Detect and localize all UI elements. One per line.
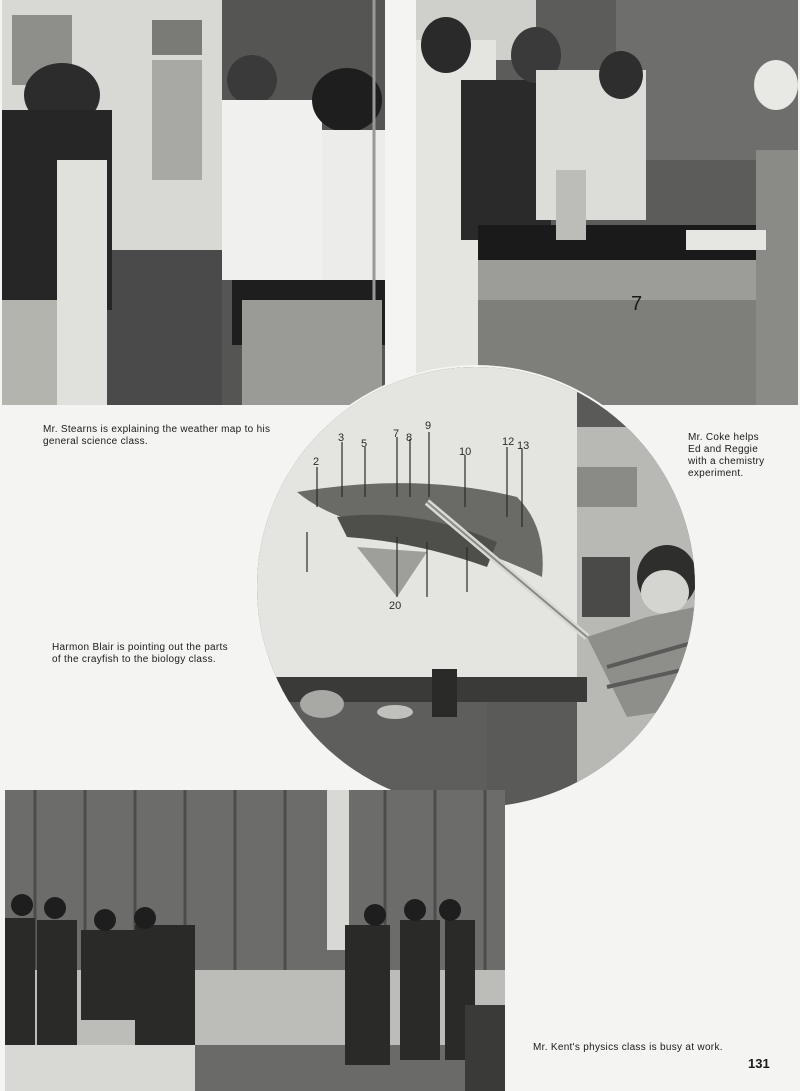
chart-label: 20 [389,600,402,612]
chart-label: 5 [361,438,368,450]
chart-label: 13 [517,440,530,452]
crayfish-chart-photo [255,365,697,809]
chart-label: 9 [425,420,432,432]
chart-label: 2 [313,456,320,468]
weather-caption: Mr. Stearns is explaining the weather map to his general science class. [43,424,271,447]
chart-label: 8 [406,432,413,444]
counter-number: 7 [631,293,643,315]
chemistry-caption: Mr. Coke helps Ed and Reggie with a chemistry experiment. [688,432,765,479]
chart-label: 10 [459,446,472,458]
chart-label: 7 [393,428,400,440]
chart-label: 12 [502,436,515,448]
crayfish-caption: Harmon Blair is pointing out the parts of the crayfish to the biology class. [52,642,228,665]
physics-class-photo [5,790,505,1091]
weather-map-photo [2,0,385,405]
page-number: 131 [748,1056,770,1071]
physics-caption: Mr. Kent's physics class is busy at work. [533,1042,723,1053]
chart-label: 3 [338,432,345,444]
chemistry-lab-photo [416,0,798,405]
